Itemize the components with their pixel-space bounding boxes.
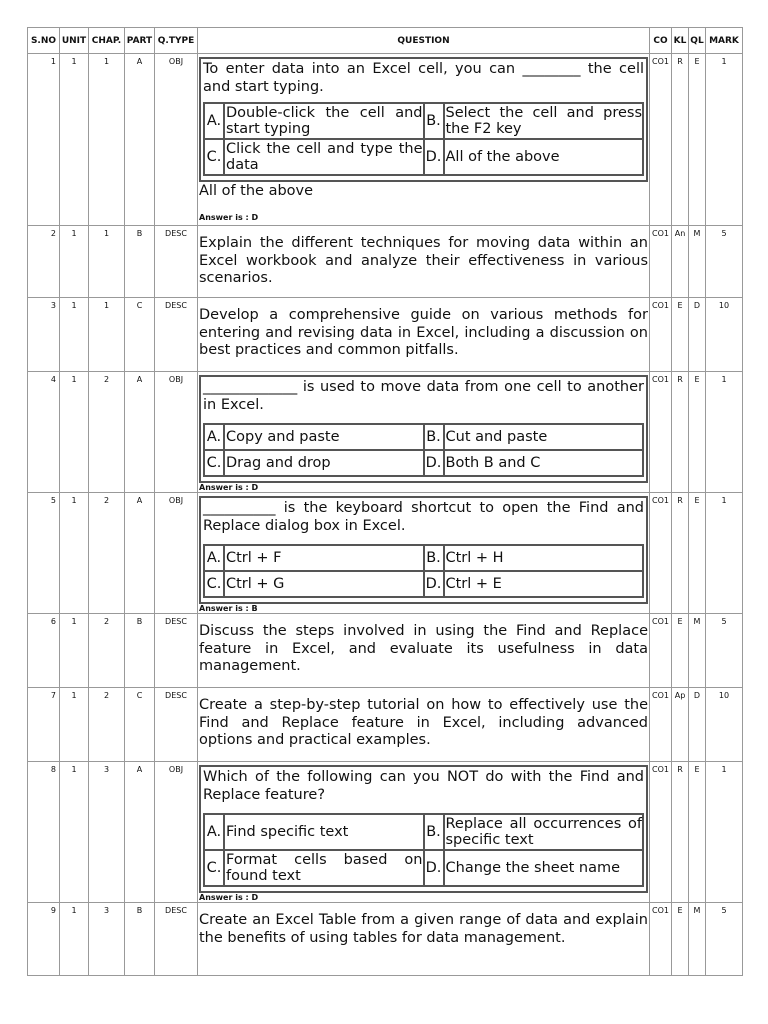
cell-part: B <box>125 903 155 976</box>
option-text: Select the cell and press the F2 key <box>445 104 642 137</box>
table-row <box>28 493 743 614</box>
cell-ql: E <box>689 762 706 903</box>
options-table <box>203 544 644 598</box>
cell-kl: R <box>672 493 689 614</box>
cell-part: A <box>125 372 155 493</box>
option-label: A. <box>204 103 224 139</box>
answer-key: Answer is : B <box>199 604 258 613</box>
option-text: Ctrl + F <box>224 545 424 571</box>
option-text: Change the sheet name <box>444 850 644 886</box>
option-label: C. <box>204 450 224 476</box>
cell-sno: 2 <box>28 226 60 298</box>
cell-sno: 1 <box>28 54 60 226</box>
question-text: To enter data into an Excel cell, you can ________ the cell and start typing. <box>203 61 644 95</box>
cell-qtype: OBJ <box>155 54 198 226</box>
cell-chap: 1 <box>89 298 125 372</box>
cell-question <box>198 762 650 903</box>
cell-kl: Ap <box>672 688 689 762</box>
question-bank-page <box>27 27 742 976</box>
option-label: D. <box>424 450 444 476</box>
cell-unit: 1 <box>60 614 89 688</box>
question-text: Develop a comprehensive guide on various methods for entering and revising data in Excel, including a discussion on best practices and common pitfalls. <box>199 307 648 358</box>
cell-mark: 1 <box>706 762 743 903</box>
header-chap: CHAP. <box>89 28 125 54</box>
option-label: C. <box>204 571 224 597</box>
cell-unit: 1 <box>60 372 89 493</box>
cell-mark: 5 <box>706 226 743 298</box>
question-box <box>199 765 648 893</box>
cell-chap: 2 <box>89 614 125 688</box>
cell-sno: 6 <box>28 614 60 688</box>
header-mark: MARK <box>706 28 743 54</box>
cell-mark: 5 <box>706 614 743 688</box>
cell-co: CO1 <box>650 372 672 493</box>
cell-qtype: DESC <box>155 298 198 372</box>
question-text: Explain the different techniques for moving data within an Excel workbook and analyze their effectiveness in various scenarios. <box>199 235 648 286</box>
cell-qtype: DESC <box>155 903 198 976</box>
cell-chap: 3 <box>89 762 125 903</box>
cell-sno: 7 <box>28 688 60 762</box>
cell-ql: M <box>689 226 706 298</box>
cell-part: A <box>125 762 155 903</box>
cell-question <box>198 688 650 762</box>
cell-mark: 1 <box>706 372 743 493</box>
cell-co: CO1 <box>650 493 672 614</box>
option-text: Ctrl + E <box>444 571 644 597</box>
cell-kl: R <box>672 372 689 493</box>
option-label: D. <box>424 571 444 597</box>
option-label: C. <box>204 850 224 886</box>
option-label: D. <box>424 850 444 886</box>
header-ql: QL <box>689 28 706 54</box>
question-text: Discuss the steps involved in using the Find and Replace feature in Excel, and evaluate its usefulness in data management. <box>199 623 648 674</box>
options-table <box>203 102 644 176</box>
question-text: Create an Excel Table from a given range of data and explain the benefits of using tables for data management. <box>199 912 648 946</box>
table-row <box>28 688 743 762</box>
header-unit: UNIT <box>60 28 89 54</box>
cell-kl: E <box>672 903 689 976</box>
option-label: A. <box>204 545 224 571</box>
cell-ql: E <box>689 372 706 493</box>
cell-kl: E <box>672 614 689 688</box>
cell-qtype: OBJ <box>155 762 198 903</box>
option-text: Find specific text <box>224 814 424 850</box>
cell-question <box>198 493 650 614</box>
option-text: Copy and paste <box>224 424 424 450</box>
option-text: Both B and C <box>444 450 644 476</box>
option-label: A. <box>204 424 224 450</box>
cell-qtype: DESC <box>155 614 198 688</box>
answer-text: All of the above <box>199 183 314 199</box>
cell-mark: 1 <box>706 54 743 226</box>
cell-unit: 1 <box>60 298 89 372</box>
cell-qtype: OBJ <box>155 372 198 493</box>
header-row <box>28 28 743 54</box>
header-co: CO <box>650 28 672 54</box>
cell-sno: 4 <box>28 372 60 493</box>
cell-co: CO1 <box>650 614 672 688</box>
cell-part: B <box>125 226 155 298</box>
cell-question <box>198 298 650 372</box>
cell-kl: An <box>672 226 689 298</box>
question-box <box>199 375 648 483</box>
cell-co: CO1 <box>650 298 672 372</box>
cell-ql: D <box>689 298 706 372</box>
option-label: C. <box>204 139 224 175</box>
cell-chap: 2 <box>89 493 125 614</box>
cell-question <box>198 226 650 298</box>
cell-sno: 5 <box>28 493 60 614</box>
question-box <box>199 496 648 604</box>
cell-co: CO1 <box>650 226 672 298</box>
cell-part: A <box>125 493 155 614</box>
option-label: A. <box>204 814 224 850</box>
cell-question <box>198 614 650 688</box>
cell-question <box>198 372 650 493</box>
cell-part: B <box>125 614 155 688</box>
cell-part: C <box>125 688 155 762</box>
cell-co: CO1 <box>650 688 672 762</box>
cell-mark: 1 <box>706 493 743 614</box>
header-question: QUESTION <box>198 28 650 54</box>
option-label: D. <box>424 139 444 175</box>
options-table <box>203 423 644 477</box>
option-text: Ctrl + H <box>444 545 644 571</box>
cell-unit: 1 <box>60 54 89 226</box>
cell-sno: 9 <box>28 903 60 976</box>
option-label: B. <box>424 814 444 850</box>
table-row <box>28 614 743 688</box>
cell-part: A <box>125 54 155 226</box>
header-part: PART <box>125 28 155 54</box>
option-text: Replace all occurrences of specific text <box>445 815 642 848</box>
answer-key: Answer is : D <box>199 213 259 222</box>
cell-chap: 2 <box>89 688 125 762</box>
option-text: Ctrl + G <box>224 571 424 597</box>
question-text: __________ is the keyboard shortcut to open the Find and Replace dialog box in Excel. <box>203 500 644 534</box>
table-row <box>28 372 743 493</box>
table-row <box>28 298 743 372</box>
option-text: All of the above <box>444 139 644 175</box>
cell-unit: 1 <box>60 903 89 976</box>
answer-key: Answer is : D <box>199 483 259 492</box>
cell-mark: 10 <box>706 688 743 762</box>
option-text: Drag and drop <box>224 450 424 476</box>
cell-mark: 10 <box>706 298 743 372</box>
question-text: Create a step-by-step tutorial on how to effectively use the Find and Replace feature in Excel, including advanced options and practical examples. <box>199 697 648 748</box>
header-sno: S.NO <box>28 28 60 54</box>
cell-ql: E <box>689 493 706 614</box>
options-table <box>203 813 644 887</box>
cell-question <box>198 903 650 976</box>
cell-ql: M <box>689 903 706 976</box>
question-text: _____________ is used to move data from one cell to another in Excel. <box>203 379 644 413</box>
table-row <box>28 903 743 976</box>
cell-co: CO1 <box>650 762 672 903</box>
answer-key: Answer is : D <box>199 893 259 902</box>
header-kl: KL <box>672 28 689 54</box>
cell-qtype: DESC <box>155 226 198 298</box>
cell-chap: 1 <box>89 226 125 298</box>
cell-unit: 1 <box>60 226 89 298</box>
cell-co: CO1 <box>650 903 672 976</box>
cell-chap: 2 <box>89 372 125 493</box>
cell-mark: 5 <box>706 903 743 976</box>
cell-unit: 1 <box>60 688 89 762</box>
cell-qtype: OBJ <box>155 493 198 614</box>
table-row <box>28 226 743 298</box>
cell-part: C <box>125 298 155 372</box>
question-box <box>199 57 648 182</box>
cell-question <box>198 54 650 226</box>
option-label: B. <box>424 103 444 139</box>
cell-kl: R <box>672 762 689 903</box>
cell-kl: R <box>672 54 689 226</box>
table-row <box>28 54 743 226</box>
cell-sno: 8 <box>28 762 60 903</box>
cell-ql: M <box>689 614 706 688</box>
option-text: Format cells based on found text <box>226 851 423 884</box>
option-text: Double-click the cell and start typing <box>226 104 423 137</box>
option-text: Click the cell and type the data <box>226 140 423 173</box>
option-label: B. <box>424 424 444 450</box>
option-label: B. <box>424 545 444 571</box>
cell-sno: 3 <box>28 298 60 372</box>
option-text: Cut and paste <box>444 424 644 450</box>
cell-ql: E <box>689 54 706 226</box>
cell-co: CO1 <box>650 54 672 226</box>
table-row <box>28 762 743 903</box>
cell-ql: D <box>689 688 706 762</box>
cell-unit: 1 <box>60 493 89 614</box>
question-table <box>27 27 743 976</box>
cell-chap: 3 <box>89 903 125 976</box>
cell-qtype: DESC <box>155 688 198 762</box>
cell-unit: 1 <box>60 762 89 903</box>
cell-chap: 1 <box>89 54 125 226</box>
header-qtype: Q.TYPE <box>155 28 198 54</box>
cell-kl: E <box>672 298 689 372</box>
question-text: Which of the following can you NOT do with the Find and Replace feature? <box>203 769 644 803</box>
